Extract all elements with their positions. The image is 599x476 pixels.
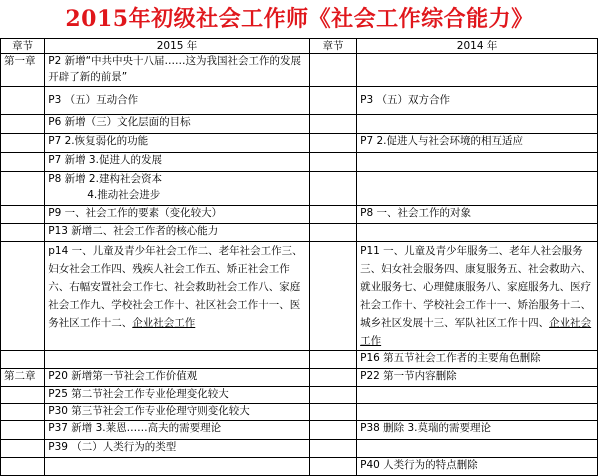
change-2015-cell: P13 新增二、社会工作者的核心能力 bbox=[45, 224, 310, 242]
change-2015-cell: P3 （五）互动合作 bbox=[45, 87, 310, 115]
change-2014-cell bbox=[357, 153, 598, 172]
chapter-cell bbox=[309, 172, 356, 206]
table-row bbox=[1, 206, 598, 224]
table-row bbox=[1, 224, 598, 242]
change-2014-cell bbox=[357, 115, 598, 134]
header-chapter-2015: 章节 bbox=[1, 39, 45, 54]
change-2015-cell: P37 新增 3.莱恩……高夫的需要理论 bbox=[45, 421, 310, 440]
chapter-cell bbox=[1, 387, 45, 404]
chapter-cell bbox=[1, 134, 45, 153]
change-text-underlined: 企业社会工作 bbox=[360, 317, 592, 347]
change-2014-cell bbox=[357, 440, 598, 458]
header-year-2014: 2014 年 bbox=[357, 39, 598, 54]
chapter-cell: 第二章 bbox=[1, 369, 45, 387]
table-row bbox=[1, 351, 598, 369]
change-2015-cell bbox=[45, 458, 310, 476]
chapter-cell bbox=[1, 242, 45, 351]
table-row bbox=[1, 387, 598, 404]
change-2015-cell: P20 新增第一节社会工作价值观 bbox=[45, 369, 310, 387]
table-row bbox=[1, 115, 598, 134]
header-chapter-2014: 章节 bbox=[309, 39, 356, 54]
change-2014-cell: P16 第五节社会工作者的主要角色删除 bbox=[357, 351, 598, 369]
change-2015-cell: P30 第三节社会工作专业伦理守则变化较大 bbox=[45, 404, 310, 421]
chapter-cell bbox=[309, 224, 356, 242]
chapter-cell bbox=[1, 458, 45, 476]
change-2015-cell: P7 2.恢复弱化的功能 bbox=[45, 134, 310, 153]
chapter-cell bbox=[309, 242, 356, 351]
change-2014-cell: P3 （五）双方合作 bbox=[357, 87, 598, 115]
change-2015-cell: P6 新增（三）文化层面的目标 bbox=[45, 115, 310, 134]
chapter-cell bbox=[309, 153, 356, 172]
change-2015-cell: P25 第二节社会工作专业伦理变化较大 bbox=[45, 387, 310, 404]
table-row bbox=[1, 404, 598, 421]
chapter-cell bbox=[309, 54, 356, 87]
chapter-cell bbox=[1, 206, 45, 224]
table-row bbox=[1, 421, 598, 440]
change-2014-cell: P40 人类行为的特点删除 bbox=[357, 458, 598, 476]
change-2015-cell bbox=[45, 242, 310, 351]
table-row bbox=[1, 440, 598, 458]
chapter-cell bbox=[1, 351, 45, 369]
change-line: P8 新增 2.建构社会资本 bbox=[48, 173, 162, 185]
table-row bbox=[1, 369, 598, 387]
change-text-underlined: 企业社会工作 bbox=[132, 317, 196, 329]
change-2015-cell: P2 新增“中共中央十八届……这为我国社会工作的发展开辟了新的前景” bbox=[45, 54, 310, 87]
chapter-cell bbox=[1, 172, 45, 206]
table-row bbox=[1, 458, 598, 476]
chapter-cell: 第一章 bbox=[1, 54, 45, 87]
header-year-2015: 2015 年 bbox=[45, 39, 310, 54]
table-row bbox=[1, 242, 598, 351]
table-row bbox=[1, 54, 598, 87]
change-2015-cell: P7 新增 3.促进人的发展 bbox=[45, 153, 310, 172]
table-row bbox=[1, 134, 598, 153]
chapter-cell bbox=[1, 115, 45, 134]
chapter-cell bbox=[309, 115, 356, 134]
chapter-cell bbox=[309, 387, 356, 404]
change-2014-cell: P22 第一节内容删除 bbox=[357, 369, 598, 387]
chapter-cell bbox=[1, 421, 45, 440]
page-title: 2015年初级社会工作师《社会工作综合能力》 bbox=[65, 6, 534, 32]
chapter-cell bbox=[1, 153, 45, 172]
change-2014-cell bbox=[357, 387, 598, 404]
change-2014-cell bbox=[357, 404, 598, 421]
change-text: p14 一、儿童及青少年社会工作二、老年社会工作三、妇女社会工作四、残疾人社会工作五、矫正社会工作六、右幅安置社会工作七、社会救助社会工作八、家庭社会工作九、学校社会工作十、社区社会工作十一、医务社区工作十二、 bbox=[48, 245, 303, 329]
change-2015-cell: P39 （二）人类行为的类型 bbox=[45, 440, 310, 458]
change-2014-cell bbox=[357, 172, 598, 206]
change-text: P11 一、儿童及青少年服务二、老年人社会服务三、妇女社会服务四、康复服务五、社会救助六、就业服务七、心理健康服务八、家庭服务九、医疗社会工作十、学校社会工作十一、矫治服务十二、城乡社区发展十三、军队社区工作十四、 bbox=[360, 245, 592, 329]
change-2014-cell: P38 删除 3.莫瑞的需要理论 bbox=[357, 421, 598, 440]
chapter-cell bbox=[309, 369, 356, 387]
chapter-cell bbox=[1, 224, 45, 242]
change-2015-cell bbox=[45, 172, 310, 206]
chapter-cell bbox=[309, 87, 356, 115]
chapter-cell bbox=[309, 421, 356, 440]
chapter-cell bbox=[309, 351, 356, 369]
chapter-cell bbox=[1, 404, 45, 421]
change-line-indented: 4.推动社会进步 bbox=[87, 188, 161, 201]
table-row bbox=[1, 153, 598, 172]
table-header-row bbox=[1, 39, 598, 54]
change-2014-cell bbox=[357, 54, 598, 87]
comparison-table bbox=[0, 38, 598, 476]
change-2014-cell: P7 2.促进人与社会环境的相互适应 bbox=[357, 134, 598, 153]
table-row bbox=[1, 172, 598, 206]
change-2014-cell: P8 一、社会工作的对象 bbox=[357, 206, 598, 224]
chapter-cell bbox=[309, 206, 356, 224]
table-row bbox=[1, 87, 598, 115]
chapter-cell bbox=[309, 404, 356, 421]
chapter-cell bbox=[1, 440, 45, 458]
change-2014-cell bbox=[357, 242, 598, 351]
change-2015-cell: P9 一、社会工作的要素（变化较大） bbox=[45, 206, 310, 224]
change-2015-cell bbox=[45, 351, 310, 369]
chapter-cell bbox=[309, 440, 356, 458]
chapter-cell bbox=[309, 134, 356, 153]
chapter-cell bbox=[309, 458, 356, 476]
change-2014-cell bbox=[357, 224, 598, 242]
chapter-cell bbox=[1, 87, 45, 115]
